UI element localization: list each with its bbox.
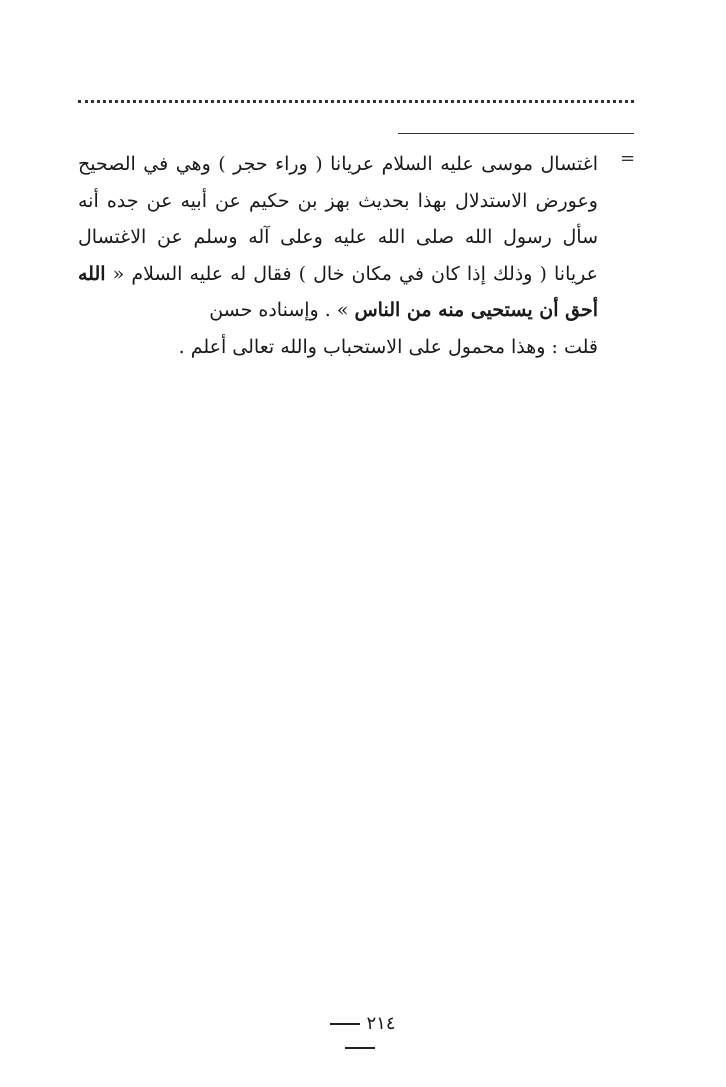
dotted-separator [78,90,634,103]
continuation-mark: = [620,148,636,169]
hadith-quote-bold: الله أحق أن يستحيى منه من الناس [78,262,598,321]
page-number-dash-right [345,1047,375,1049]
author-note: قلت : وهذا محمول على الاستحباب والله تعالى أعلم . [178,336,598,358]
page-number-footer [305,1012,415,1060]
page-number-dash-left [330,1023,360,1025]
page-number: ٢١٤ [366,1013,396,1034]
footnote-paragraph [78,146,598,329]
paragraph-text-part-1: اغتسال موسى عليه السلام عريانا ( وراء حجر ) وهي في الصحيح وعورض الاستدلال بهذا بحديث بهز بن حكيم عن أبيه عن جده أنه سأل رسول الله صلى الله عليه وعلى آله وسلم عن الاغتسال عريانا ( وذلك إذا كان في مكان خال ) فقال له عليه السلام « [78,153,598,285]
footnote-rule [398,133,634,134]
paragraph-text-part-2: » . وإسناده حسن [209,299,355,321]
